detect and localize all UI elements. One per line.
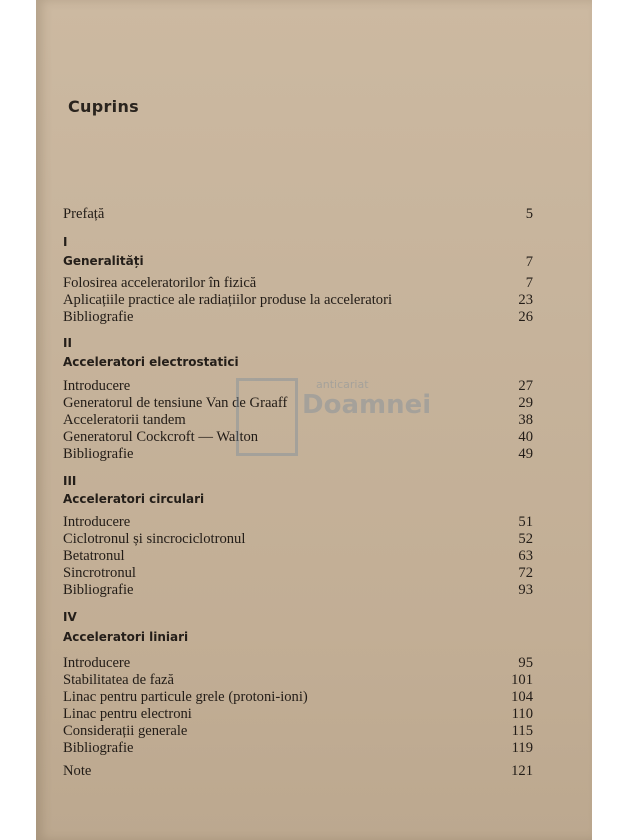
toc-entry-label: Bibliografie [63,740,134,756]
chapter-heading [63,254,533,268]
toc-entry-page: 40 [518,429,533,445]
watermark-logo [236,378,432,462]
toc-entry-label: Stabilitatea de fază [63,672,175,688]
toc-entry [63,688,533,706]
toc-entry-label: Acceleratorii tandem [63,412,186,428]
chapter-title: Generalități [63,254,144,268]
toc-entry [63,581,533,599]
toc-entry-page: 95 [518,655,533,671]
toc-entry-label: Prefață [63,206,105,222]
watermark-top-text: anticariat [316,378,369,391]
toc-entry-page: 49 [518,446,533,462]
toc-entry-page: 7 [525,275,533,291]
toc-entry [63,671,533,689]
chapter-title: Acceleratori electrostatici [63,355,239,369]
toc-entry-label: Linac pentru electroni [63,706,192,722]
page-title: Cuprins [68,97,139,116]
toc-entry-label: Bibliografie [63,446,134,462]
toc-entry [63,705,533,723]
toc-entry-preface [63,205,533,223]
toc-entry-label: Generatorul de tensiune Van de Graaff [63,395,288,411]
toc-entry-label: Note [63,763,92,779]
toc-entry-page: 119 [511,740,533,756]
toc-entry-label: Introducere [63,655,131,671]
book-page [36,0,592,840]
toc-entry-label: Folosirea acceleratorilor în fizică [63,275,257,291]
toc-entry-page: 104 [511,689,533,705]
toc-entry-label: Considerații generale [63,723,188,739]
chapter-numeral: III [63,474,77,488]
toc-entry-page: 52 [518,531,533,547]
toc-entry-page: 115 [511,723,533,739]
toc-entry [63,564,533,582]
toc-entry-page: 101 [511,672,533,688]
toc-entry-note [63,762,533,780]
chapter-title: Acceleratori liniari [63,630,189,644]
toc-entry-label: Bibliografie [63,309,134,325]
toc-entry-page: 26 [518,309,533,325]
toc-entry [63,654,533,672]
toc-entry-label: Betatronul [63,548,125,564]
toc-entry-label: Aplicațiile practice ale radiațiilor produse la acceleratori [63,292,392,308]
toc-entry [63,308,533,326]
toc-entry-label: Introducere [63,514,131,530]
toc-entry [63,513,533,531]
toc-entry-page: 27 [518,378,533,394]
toc-entry-page: 51 [518,514,533,530]
chapter-numeral: II [63,336,72,350]
chapter-heading [63,355,533,369]
toc-entry-page: 23 [518,292,533,308]
chapter-heading [63,630,533,644]
toc-entry [63,547,533,565]
toc-entry [63,722,533,740]
toc-entry-page: 110 [511,706,533,722]
toc-entry-page: 72 [518,565,533,581]
toc-entry-label: Bibliografie [63,582,134,598]
toc-entry [63,739,533,757]
toc-entry-page: 5 [525,206,533,222]
toc-entry-label: Ciclotronul și sincrociclotronul [63,531,246,547]
chapter-page: 7 [525,254,533,270]
watermark-main-text: Doamnei [302,390,432,420]
chapter-heading [63,492,533,506]
toc-entry-label: Sincrotronul [63,565,136,581]
toc-entry-label: Linac pentru particule grele (protoni-ioni) [63,689,308,705]
toc-entry-page: 29 [518,395,533,411]
toc-entry-page: 121 [511,763,533,779]
chapter-numeral: I [63,235,68,249]
watermark-frame [236,378,298,456]
toc-entry-page: 93 [518,582,533,598]
toc-entry-page: 38 [518,412,533,428]
chapter-numeral: IV [63,610,77,624]
toc-entry [63,291,533,309]
toc-entry-label: Introducere [63,378,131,394]
toc-entry-label: Generatorul Cockcroft — Walton [63,429,259,445]
toc-entry [63,274,533,292]
toc-entry [63,530,533,548]
toc-entry-page: 63 [518,548,533,564]
chapter-title: Acceleratori circulari [63,492,205,506]
